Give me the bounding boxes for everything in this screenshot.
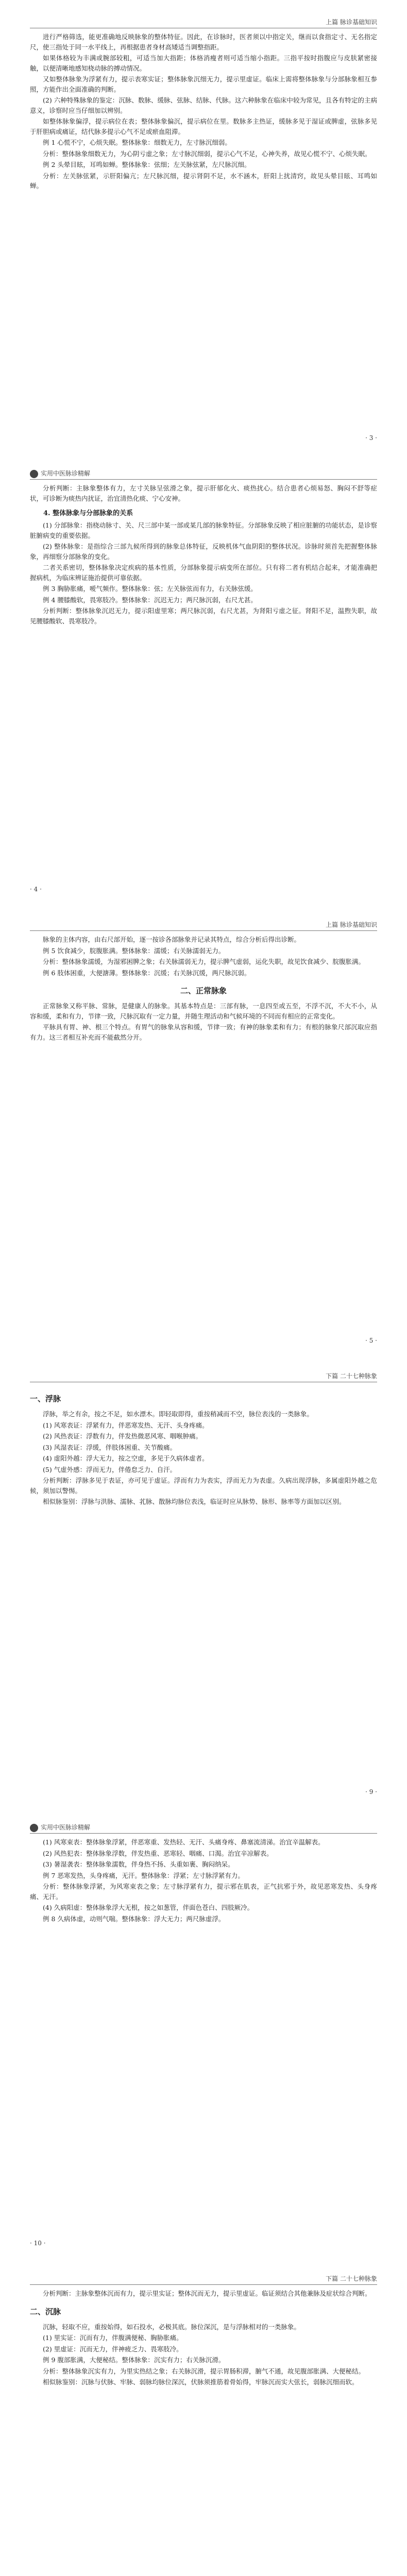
example-heading: 例 8 久病体虚，动则气喘。整体脉象：浮大无力；两尺脉虚浮。 xyxy=(43,1914,225,1923)
paragraph: 分析判断：整体脉象沉迟无力，提示阳虚里寒；两尺脉沉弱，右尺尤甚，为肾阳亏虚之征。肾阳不足，温煦失职，故见腰膝酸软、畏寒肢冷。 xyxy=(30,607,377,625)
paragraph: 如整体脉象偏浮，提示病位在表；整体脉象偏沉，提示病位在里。数脉多主热证，缓脉多见于湿证或脾虚，弦脉多见于肝胆病或痛证，结代脉多提示心气不足或瘀血阻滞。 xyxy=(30,117,377,135)
example-heading: 例 1 心慌不宁，心烦失眠。整体脉象：细数无力，左寸脉沉细弱。 xyxy=(43,139,231,146)
example-heading: 例 5 饮食减少，脘腹胀满。整体脉象：濡缓；右关脉濡弱无力。 xyxy=(43,946,225,955)
paragraph: 如果体格较为丰满或腕部较粗，可适当加大指距；体格消瘦者则可适当缩小指距。三指平按时指腹应与皮肤紧密接触，以便清晰地感知桡动脉的搏动情况。 xyxy=(30,54,377,72)
header-rule xyxy=(30,1833,377,1834)
section-heading: 一、浮脉 xyxy=(30,1394,61,1403)
page-number: · 3 · xyxy=(365,434,377,442)
paragraph: (2) 风热表证：浮数有力，伴发热微恶风寒、咽喉肿痛。 xyxy=(43,1432,202,1440)
paragraph: 分析判断：浮脉多见于表证，亦可见于虚证。浮而有力为表实，浮而无力为表虚。久病出现浮脉，多属虚阳外越之危候，须加以警惕。 xyxy=(30,1477,377,1495)
page-number: · 5 · xyxy=(365,1337,377,1344)
document-page-5 xyxy=(0,1805,407,2262)
page-number: · 4 · xyxy=(30,886,42,893)
paragraph: 相似脉鉴别：沉脉与伏脉、牢脉、弱脉均脉位深沉，伏脉须推筋着骨始得，牢脉沉而实大弦长，弱脉沉细而软。 xyxy=(43,2378,359,2386)
header-title: 实用中医脉诊精解 xyxy=(41,470,91,477)
header-title: 实用中医脉诊精解 xyxy=(41,1824,91,1831)
running-header xyxy=(30,469,90,478)
example-heading: 例 7 恶寒发热，头身疼痛，无汗。整体脉象：浮紧；左寸脉浮紧有力。 xyxy=(43,1871,244,1879)
paragraph: (5) 气虚外感：浮而无力，伴倦怠乏力、自汗。 xyxy=(43,1465,177,1473)
running-header: 下篇 二十七种脉象 xyxy=(326,1372,377,1380)
paragraph: 正常脉象又称平脉、常脉，是健康人的脉象。其基本特点是：三部有脉，一息四至或五至，不浮不沉，不大不小，从容和缓，柔和有力，节律一致，尺脉沉取有一定力量，并随生理活动和气候环境的不同而有相应的正常变化。 xyxy=(30,1002,377,1020)
example-heading: 例 4 腰膝酸软，畏寒肢冷。整体脉象：沉迟无力；两尺脉沉弱，右尺尤甚。 xyxy=(43,596,257,604)
paragraph: (1) 风寒表证：浮紧有力，伴恶寒发热、无汗、头身疼痛。 xyxy=(43,1421,209,1429)
page-number: · 9 · xyxy=(365,1788,377,1795)
paragraph: 进行严格筛选，能更准确地反映脉象的整体特征。因此，在诊脉时，医者须以中指定关，继而以食指定寸、无名指定尺，使三指处于同一水平线上，再根据患者身材高矮适当调整指距。 xyxy=(30,33,377,51)
document-page-4 xyxy=(0,1354,407,1811)
paragraph: 又如整体脉象为浮紧有力，提示表寒实证；整体脉象沉细无力，提示里虚证。临床上需将整体脉象与分部脉象相互参照，方能作出全面准确的判断。 xyxy=(30,75,377,93)
paragraph: (2) 里虚证：沉而无力，伴神疲乏力、畏寒肢冷。 xyxy=(43,2345,183,2353)
paragraph: (3) 风湿表证：浮缓，伴肢体困重、关节酸痛。 xyxy=(43,1443,177,1451)
paragraph: (2) 六种特殊脉象的鉴定：沉脉、数脉、缓脉、弦脉、结脉、代脉。这六种脉象在临床中较为常见，且各有特定的主病意义，诊察时应当仔细加以辨别。 xyxy=(30,96,377,114)
section-heading: 二、沉脉 xyxy=(30,2307,61,2316)
paragraph: 浮脉，举之有余，按之不足，如水漂木。即轻取即得，重按稍减而不空，脉位表浅的一类脉象。 xyxy=(43,1410,314,1418)
running-header: 上篇 脉诊基础知识 xyxy=(326,19,377,26)
running-header xyxy=(30,1823,90,1832)
paragraph: (3) 暑湿袭表：整体脉象濡数，伴身热不扬、头重如裹、胸闷纳呆。 xyxy=(43,1860,234,1868)
section-heading: 二、正常脉象 xyxy=(180,986,227,995)
paragraph: (4) 虚阳外越：浮大无力，按之空虚，多见于久病体虚者。 xyxy=(43,1454,209,1462)
page-number: · 10 · xyxy=(30,2240,46,2247)
book-logo-icon xyxy=(30,470,38,478)
header-rule xyxy=(30,479,377,480)
header-rule xyxy=(30,930,377,931)
example-heading: 例 6 肢体困重，大便溏薄。整体脉象：沉缓；右关脉沉缓，两尺脉沉弱。 xyxy=(43,969,251,977)
paragraph: 分析：左关脉弦紧，示肝阳偏亢；左尺脉沉细，提示肾阴不足，水不涵木，肝阳上扰清窍，故见头晕目眩、耳鸣如蝉。 xyxy=(30,172,377,190)
paragraph: (1) 里实证：沉而有力，伴腹满便秘、胸胁胀痛。 xyxy=(43,2334,183,2342)
example-heading: 例 9 腹部胀满，大便秘结。整体脉象：沉实有力；右关脉沉滑。 xyxy=(43,2356,225,2364)
paragraph: (1) 风寒束表：整体脉象浮紧，伴恶寒重、发热轻、无汗、头痛身疼、鼻塞流清涕。治宜辛温解表。 xyxy=(43,1838,325,1846)
paragraph: 脉象的主体内容，由右尺部开始，逐一按诊各部脉象并记录其特点，综合分析后得出诊断。 xyxy=(43,936,301,943)
paragraph: 分析判断：主脉象整体有力，左寸关脉呈弦滑之象，提示肝郁化火、痰热扰心。结合患者心烦易怒、胸闷不舒等症状，可诊断为痰热内扰证，治宜清热化痰、宁心安神。 xyxy=(30,484,377,502)
paragraph: (2) 整体脉象：是指综合三部九候所得到的脉象总体特征，反映机体气血阴阳的整体状况。诊脉时须首先把握整体脉象，再细察分部脉象的变化。 xyxy=(30,543,377,561)
paragraph: (2) 风热犯表：整体脉象浮数，伴发热重、恶寒轻、咽痛、口渴。治宜辛凉解表。 xyxy=(43,1849,273,1857)
paragraph: 分析：整体脉象沉实有力，为里实热结之象；右关脉沉滑，提示胃肠积滞，腑气不通，故见腹部胀满、大便秘结。 xyxy=(43,2367,365,2375)
document-page-1 xyxy=(0,0,407,457)
paragraph: 二者关系密切，整体脉象决定疾病的基本性质，分部脉象提示病变所在部位。只有将二者有机结合起来，才能准确把握病机，为临床辨证施治提供可靠依据。 xyxy=(30,564,377,582)
paragraph: 平脉具有胃、神、根三个特点。有胃气的脉象从容和缓，节律一致；有神的脉象柔和有力；有根的脉象尺部沉取应指有力。这三者相互补充而不能截然分开。 xyxy=(30,1023,377,1041)
paragraph: 分析：整体脉象浮紧，为风寒束表之象；左寸脉浮紧有力，提示邪在肌表，正气抗邪于外，故见恶寒发热、头身疼痛、无汗。 xyxy=(30,1883,377,1901)
book-logo-icon xyxy=(30,1824,38,1832)
example-heading: 例 3 胸胁胀痛，嗳气频作。整体脉象：弦；左关脉弦而有力，右关脉弦缓。 xyxy=(43,585,257,592)
document-page-3 xyxy=(0,903,407,1360)
paragraph: 分析：整体脉象濡缓，为湿邪困脾之象；右关脉濡弱无力，提示脾气虚弱，运化失职，故见饮食减少、脘腹胀满。 xyxy=(43,958,365,965)
paragraph: 相似脉鉴别：浮脉与洪脉、濡脉、芤脉、散脉均脉位表浅，临证时应从脉势、脉形、脉率等方面加以区别。 xyxy=(43,1498,346,1505)
paragraph: (4) 久病阳虚：整体脉象浮大无根，按之如葱管，伴面色苍白、四肢厥冷。 xyxy=(43,1904,254,1911)
header-rule xyxy=(30,2284,377,2285)
running-header: 上篇 脉诊基础知识 xyxy=(326,921,377,928)
running-header: 下篇 二十七种脉象 xyxy=(326,2275,377,2282)
document-page-6 xyxy=(0,2257,407,2576)
document-page-2 xyxy=(0,451,407,908)
subsection-heading: 4. 整体脉象与分部脉象的关系 xyxy=(43,510,133,517)
paragraph: 沉脉，轻取不应，重按始得，如石投水，必极其底。脉位深沉，是与浮脉相对的一类脉象。 xyxy=(43,2323,301,2331)
paragraph: (1) 分部脉象：指桡动脉寸、关、尺三部中某一部或某几部的脉象特征。分部脉象反映了相应脏腑的功能状态，是诊察脏腑病变的重要依据。 xyxy=(30,521,377,539)
paragraph: 分析判断：主脉象整体沉而有力，提示里实证；整体沉而无力，提示里虚证。临证须结合其他兼脉及症状综合判断。 xyxy=(43,2290,371,2297)
paragraph: 分析：整体脉象细数无力，为心阴亏虚之象；左寸脉沉细弱，提示心气不足，心神失养，故见心慌不宁、心烦失眠。 xyxy=(43,149,371,158)
example-heading: 例 2 头晕目眩，耳鸣如蝉。整体脉象：弦细；左关脉弦紧，左尺脉沉细。 xyxy=(43,161,251,168)
